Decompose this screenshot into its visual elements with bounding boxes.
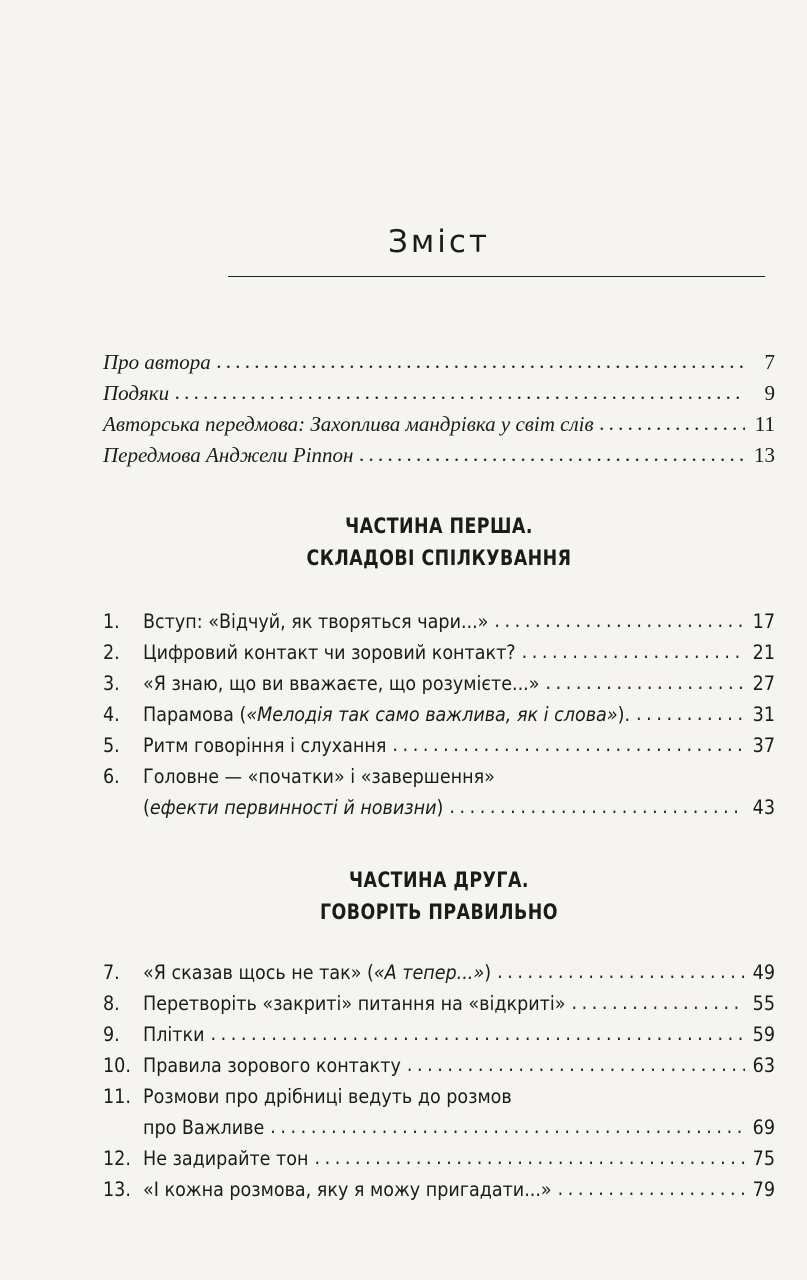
leader-dots [545, 667, 745, 698]
toc-entry-label: Перетворіть «закриті» питання на «відкриті» [143, 992, 566, 1015]
label-part: ). [617, 703, 631, 726]
label-italic-part: «А тепер...» [373, 961, 485, 984]
toc-page-number: 59 [752, 1023, 775, 1046]
chapter-number: 11. [103, 1085, 131, 1108]
toc-entry-author-preface[interactable] [103, 409, 775, 440]
toc-entry-chapter-11-continued[interactable] [103, 1112, 775, 1143]
leader-dots [449, 791, 745, 822]
leader-dots [359, 439, 745, 470]
toc-entry-label: Передмова Анджели Ріппон [103, 443, 354, 467]
toc-entry-label: Не задирайте тон [143, 1147, 309, 1170]
toc-page-number: 7 [764, 350, 775, 374]
toc-entry-label: «І кожна розмова, яку я можу пригадати...» [143, 1178, 552, 1201]
part-one-title-line2: СКЛАДОВІ СПІЛКУВАННЯ [306, 546, 572, 570]
part-one-heading [103, 510, 775, 574]
toc-page-number: 13 [754, 443, 775, 467]
toc-entry-chapter-10[interactable] [103, 1050, 775, 1081]
leader-dots [636, 698, 745, 729]
part-two-title-line1: ЧАСТИНА ДРУГА. [349, 868, 529, 892]
toc-entry-chapter-1[interactable] [103, 606, 775, 637]
leader-dots [211, 1018, 746, 1049]
chapter-number: 10. [103, 1054, 131, 1077]
toc-page-number: 63 [752, 1054, 775, 1077]
chapter-number: 7. [103, 961, 120, 984]
toc-page-number: 49 [752, 961, 775, 984]
toc-entry-label: Правила зорового контакту [143, 1054, 401, 1077]
toc-entry-label [143, 699, 630, 730]
toc-page-number: 55 [752, 992, 775, 1015]
part-two-list [103, 957, 775, 1205]
leader-dots [494, 605, 745, 636]
toc-page-number: 79 [752, 1178, 775, 1201]
toc-entry-label: Подяки [103, 381, 170, 405]
toc-page-number: 69 [752, 1116, 775, 1139]
chapter-number: 1. [103, 610, 120, 633]
leader-dots [522, 636, 745, 667]
leader-dots [314, 1142, 745, 1173]
toc-page-number: 75 [752, 1147, 775, 1170]
front-matter-list [103, 347, 775, 471]
toc-entry-chapter-9[interactable] [103, 1019, 775, 1050]
toc-entry-chapter-4[interactable] [103, 699, 775, 730]
leader-dots [600, 408, 745, 439]
toc-entry-label [143, 957, 491, 988]
chapter-number: 6. [103, 765, 120, 788]
toc-entry-rippon-preface[interactable] [103, 440, 775, 471]
part-two-title-line2: ГОВОРІТЬ ПРАВИЛЬНО [319, 900, 559, 924]
label-part: «Я сказав щось не так» ( [143, 961, 374, 984]
chapter-number: 5. [103, 734, 120, 757]
toc-page-number: 31 [752, 703, 775, 726]
label-italic-part: ефекти первинності й новизни [149, 796, 437, 819]
chapter-number: 2. [103, 641, 120, 664]
part-one-title-line1: ЧАСТИНА ПЕРША. [345, 514, 533, 538]
toc-page-number: 37 [752, 734, 775, 757]
toc-entry-chapter-6-continued[interactable] [103, 792, 775, 823]
toc-entry-label: Вступ: «Відчуй, як творяться чари...» [143, 610, 489, 633]
toc-page-number: 21 [752, 641, 775, 664]
leader-dots [270, 1111, 745, 1142]
toc-entry-label: «Я знаю, що ви вважаєте, що розумієте...» [143, 672, 540, 695]
toc-entry-chapter-5[interactable] [103, 730, 775, 761]
part-two-heading [103, 864, 775, 928]
chapter-number: 8. [103, 992, 120, 1015]
label-part: Парамова ( [143, 703, 247, 726]
part-one-list [103, 606, 775, 823]
toc-entry-label: Головне — «початки» і «завершення» [143, 765, 495, 788]
toc-entry-chapter-13[interactable] [103, 1174, 775, 1205]
toc-entry-chapter-12[interactable] [103, 1143, 775, 1174]
title-underline [228, 276, 765, 277]
toc-entry-chapter-6[interactable] [103, 761, 775, 792]
leader-dots [217, 346, 745, 377]
chapter-number: 4. [103, 703, 120, 726]
chapter-number: 12. [103, 1147, 131, 1170]
toc-entry-acknowledgements[interactable] [103, 378, 775, 409]
toc-page-number: 9 [764, 381, 775, 405]
leader-dots [571, 987, 745, 1018]
toc-entry-label: Плітки [143, 1023, 205, 1046]
toc-entry-label: Авторська передмова: Захоплива мандрівка у світ слів [103, 412, 594, 436]
toc-entry-label: Ритм говоріння і слухання [143, 734, 387, 757]
toc-entry-chapter-8[interactable] [103, 988, 775, 1019]
toc-entry-chapter-3[interactable] [103, 668, 775, 699]
label-part: ( [143, 796, 150, 819]
toc-page-number: 43 [752, 796, 775, 819]
toc-entry-label: Про автора [103, 350, 211, 374]
chapter-number: 9. [103, 1023, 120, 1046]
page-title: Зміст [388, 224, 490, 260]
toc-page-number: 17 [752, 610, 775, 633]
leader-dots [497, 956, 745, 987]
leader-dots [175, 377, 745, 408]
toc-entry-chapter-11[interactable] [103, 1081, 775, 1112]
toc-page-number: 27 [752, 672, 775, 695]
toc-entry-about-author[interactable] [103, 347, 775, 378]
chapter-number: 3. [103, 672, 120, 695]
toc-entry-label: Цифровий контакт чи зоровий контакт? [143, 641, 516, 664]
chapter-number: 13. [103, 1178, 131, 1201]
label-part: ) [436, 796, 444, 819]
toc-entry-chapter-7[interactable] [103, 957, 775, 988]
leader-dots [407, 1049, 745, 1080]
toc-entry-label: про Важливе [143, 1116, 265, 1139]
toc-entry-label [143, 792, 443, 823]
label-italic-part: «Мелодія так само важлива, як і слова» [246, 703, 618, 726]
toc-entry-label: Розмови про дрібниці ведуть до розмов [143, 1085, 512, 1108]
leader-dots [392, 729, 745, 760]
toc-entry-chapter-2[interactable] [103, 637, 775, 668]
label-part: ) [484, 961, 492, 984]
toc-page-number: 11 [754, 412, 775, 436]
leader-dots [558, 1173, 745, 1204]
